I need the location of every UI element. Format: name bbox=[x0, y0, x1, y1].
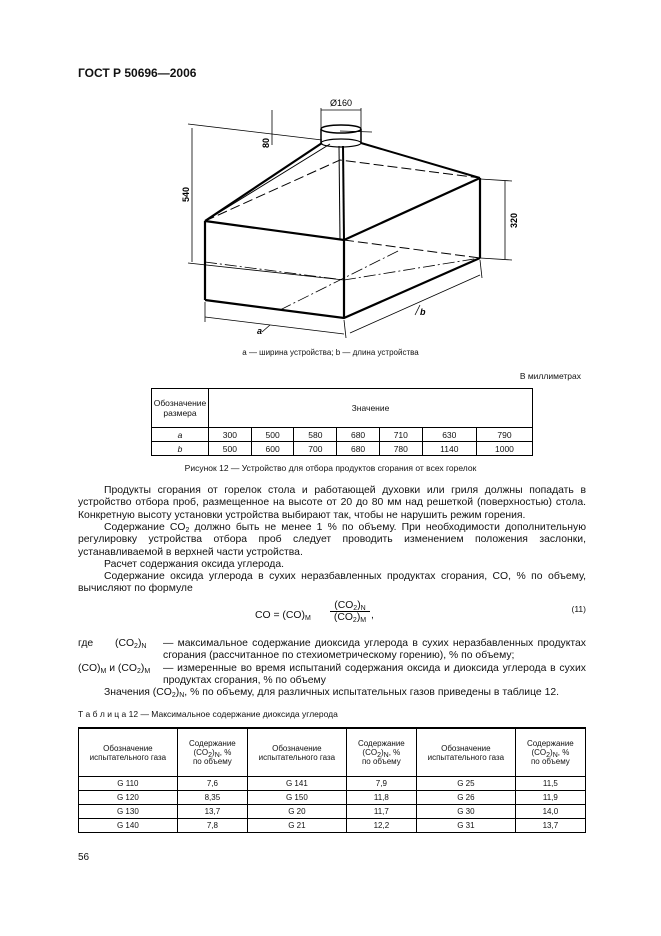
formula-number: (11) bbox=[571, 604, 586, 614]
document-page: ГОСТ Р 50696—2006 Ø160 80 540 320 a b a — ширина устройства; b — длина устройства В миллиметрах Обозначение размера Значение a 300 500 580 680 710 630 790 b 500 600 700 680 780 1140 1000 Рисунок 12 — Устройство для отбора продуктов сгорания от всех горелок Продукты сгорания от горелок стола и работающей духовки или гриля должны попадать в устройство отбора проб, размещенное на высоте от 20 до 80 мм над решеткой (поверхностью) стола. Конкретную высоту установки устройства выбирают так, чтобы не нарушить режим горения. Содержание $CO_2$ должно быть не менее 1 % по объему. При необходимости дополнительную регулировку устройства отбора проб следует проводить изменением положения заслонки, устанавливаемой в верхней части устройства. Расчет содержания оксида углерода. Содержание оксида углерода в сухих неразбавленных продуктах сгорания, CO, % по объему, вычисляют по формуле CO = $(CO)_M$ $(CO_2)_N$ $(CO_2)_M$ , (11) где $(CO_2)_N$ — максимальное содержание диоксида углерода в сухих неразбавленных продуктах сгорания (рассчитанное по стехиометрическому горению), % по объему; $(CO)_M$ и $(CO_2)_M$ — измеренные во время испытаний содержания оксида и диоксида углерода в сухих продуктах сгорания, % по объему Значения $(CO_2)_N$, % по объему, для различных испытательных газов приведены в таблице 12. Т а б л и ц а 12 — Максимальное содержание диоксида углерода Обозначение испытательного газа Содержание $(CO_2)_N$, % по объему Обозначение испытательного газа Содержание $(CO_2)_N$, % по объему Обозначение испытательного газа Содержание $(CO_2)_N$, % по объему G 110 7,6 G 141 7,9 G 25 11,5 G 120 8,35 G 150 11,8 G 26 11,9 G 130 13,7 G 20 11,7 G 30 14,0 G 140 7,8 G 21 12,2 G 31 13,7 56 bbox=[0, 0, 661, 936]
table-row: G 110 7,6 G 141 7,9 G 25 11,5 bbox=[79, 777, 586, 791]
dim-b-label: b bbox=[420, 307, 426, 317]
co2-table: Обозначение испытательного газа Содержание $(CO_2)_N$, % по объему Обозначение испытательного газа Содержание $(CO_2)_N$, % по объему Обозначение испытательного газа Содержание $(CO_2)_N$, % по объему G 110 7,6 G 141 7,9 G 25 11,5 G 120 8,35 G 150 11,8 G 26 11,9 G 130 13,7 G 20 11,7 G 30 14,0 G 140 7,8 G 21 12,2 G 31 13,7 bbox=[78, 727, 586, 833]
table-row: a 300 500 580 680 710 630 790 bbox=[152, 428, 533, 442]
table-caption: Т а б л и ц а 12 — Максимальное содержание диоксида углерода bbox=[78, 709, 338, 719]
where-block: где $(CO_2)_N$ — максимальное содержание диоксида углерода в сухих неразбавленных продуктах сгорания (рассчитанное по стехиометрическому горению), % по объему; $(CO)_M$ и $(CO_2)_M$ — измеренные во время испытаний содержания оксида и диоксида углерода в сухих продуктах сгорания, % по объему Значения $(CO_2)_N$, % по объему, для различных испытательных газов приведены в таблице 12. bbox=[78, 638, 586, 700]
paragraph: Содержание оксида углерода в сухих неразбавленных продуктах сгорания, CO, % по объему, вычисляют по формуле bbox=[78, 571, 586, 595]
diameter-label: Ø160 bbox=[329, 98, 353, 108]
page-number: 56 bbox=[78, 852, 90, 863]
table-row: G 130 13,7 G 20 11,7 G 30 14,0 bbox=[79, 805, 586, 819]
table-row: G 120 8,35 G 150 11,8 G 26 11,9 bbox=[79, 791, 586, 805]
document-header: ГОСТ Р 50696—2006 bbox=[78, 66, 197, 80]
table-row: G 140 7,8 G 21 12,2 G 31 13,7 bbox=[79, 819, 586, 833]
figure-caption: Рисунок 12 — Устройство для отбора продуктов сгорания от всех горелок bbox=[184, 463, 477, 473]
dim-540-label: 540 bbox=[181, 186, 191, 202]
paragraph: Продукты сгорания от горелок стола и работающей духовки или гриля должны попадать в устройство отбора проб, размещенное на высоте от 20 до 80 мм над решеткой (поверхностью) стола. Конкретную высоту установки устройства выбирают так, чтобы не нарушить режим горения. bbox=[78, 485, 586, 521]
header-cell: Значение bbox=[209, 389, 533, 428]
paragraph: Расчет содержания оксида углерода. bbox=[104, 559, 285, 570]
dim-320-label: 320 bbox=[509, 212, 519, 228]
table-row: b 500 600 700 680 780 1140 1000 bbox=[152, 442, 533, 456]
dim-80-label: 80 bbox=[261, 137, 271, 148]
dimensions-table bbox=[151, 388, 533, 456]
figure-legend: a — ширина устройства; b — длина устройства bbox=[242, 348, 419, 357]
device-drawing bbox=[0, 0, 661, 350]
dim-a-label: a bbox=[257, 326, 263, 336]
paragraph: Содержание $CO_2$ должно быть не менее 1 % по объему. При необходимости дополнительную регулировку устройства отбора проб следует проводить изменением положения заслонки, устанавливаемой в верхней части устройства. bbox=[78, 522, 587, 558]
header-cell: Обозначение размера bbox=[152, 389, 209, 428]
units-note: В миллиметрах bbox=[519, 371, 581, 381]
